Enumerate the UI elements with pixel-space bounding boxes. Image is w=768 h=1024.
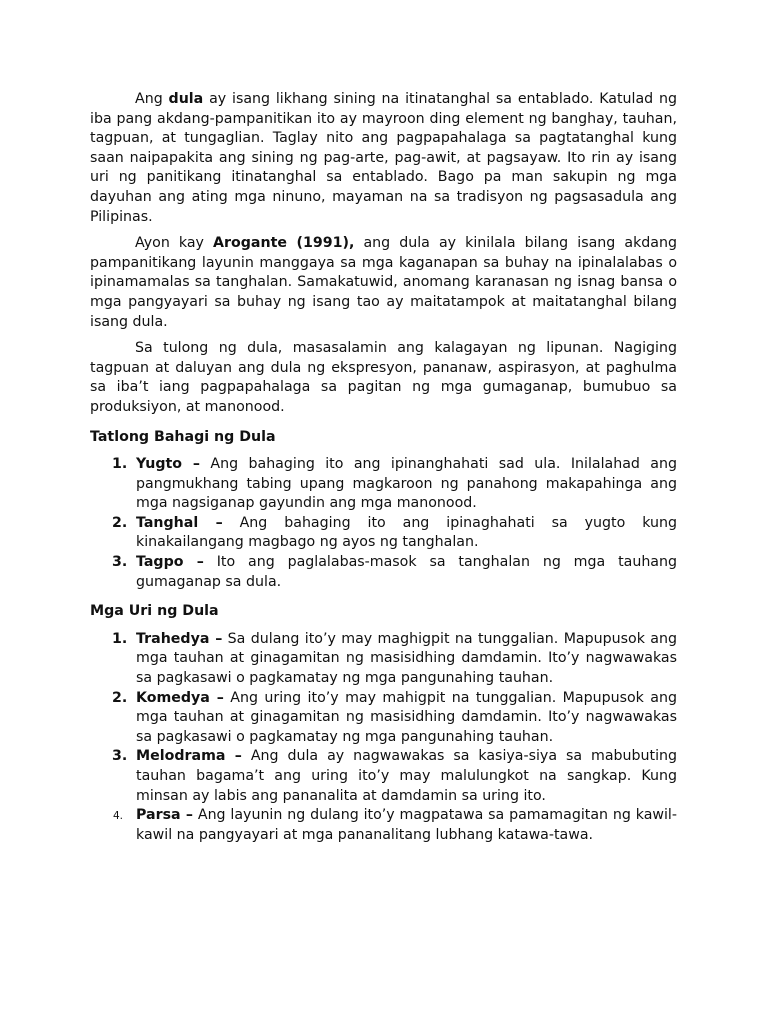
para-text: ay isang likhang sining na itinatanghal sa entablado. Katulad ng iba pang akdang-pampanitikan ito ay mayroon ding element ng banghay, tauhan, tagpuan, at tungaglian. Taglay nito ang pagpapahalaga sa pagtatanghal kung saan naipapakita ang sining ng pag-arte, pag-awit, at pagsayaw. Ito rin ay isang uri ng panitikang itinatanghal sa entablado. Bago pa man sakupin ng mga dayuhan ang ating mga ninuno, mayaman na sa tradisyon ng pagsasadula ang Pilipinas. [90, 91, 677, 225]
para-bold-term: Arogante (1991), [213, 235, 355, 252]
document-page [90, 90, 677, 854]
list-term: Parsa – [136, 807, 193, 824]
types-list [90, 630, 677, 846]
list-item [90, 514, 677, 553]
list-term: Yugto – [136, 456, 200, 473]
list-number: 3. [112, 554, 128, 571]
society-paragraph [90, 339, 677, 417]
list-number: 1. [112, 456, 128, 473]
list-item [90, 806, 677, 845]
section-heading-parts: Tatlong Bahagi ng Dula [90, 428, 276, 445]
list-text: Ang layunin ng dulang ito’y magpatawa sa pamamagitan ng kawil-kawil na pangyayari at mga pananalitang lubhang katawa-tawa. [136, 807, 677, 843]
list-text: Ang bahaging ito ang ipinanghahati sad ula. Inilalahad ang pangmukhang tabing upang magkaroon ng panahong makapahinga ang mga nagsiganap gayundin ang mga manonood. [136, 456, 678, 512]
parts-list [90, 455, 677, 592]
para-text: ang dula ay kinilala bilang isang akdang pampanitikang layunin manggaya sa mga kaganapan sa buhay na ipinalalabas o ipinamamalas sa tanghalan. Samakatuwid, anomang karanasan ng isnag bansa o mga pangyayari sa buhay ng isang tao ay maitatampok at maitatanghal bilang isang dula. [90, 235, 677, 330]
list-item [90, 747, 677, 806]
para-bold-term: dula [168, 91, 204, 107]
list-number: 1. [112, 630, 128, 647]
list-term: Trahedya – [136, 630, 223, 647]
list-text: Ang uring ito’y may mahigpit na tunggalian. Mapupusok ang mga tauhan at ginagamitan ng masisidhing damdamin. Ito’y nagwawakas sa pagkasawi o pagkamatay ng mga pangunahing tauhan. [136, 689, 677, 745]
list-item [90, 689, 677, 748]
list-item [90, 630, 677, 689]
list-item [90, 553, 677, 592]
para-text: Ang [135, 91, 169, 107]
list-term: Melodrama – [136, 748, 242, 765]
list-number: 4. [113, 810, 124, 823]
definition-paragraph [90, 234, 677, 332]
para-text: Sa tulong ng dula, masasalamin ang kalagayan ng lipunan. Nagiging tagpuan at daluyan ang dula ng ekspresyon, pananaw, aspirasyon, at paghulma sa iba’t iang pagpapahalaga sa pagitan ng mga gumaganap, bumubuo sa produksiyon, at manonood. [90, 340, 677, 415]
list-number: 2. [112, 689, 128, 706]
list-term: Tagpo – [136, 554, 204, 571]
list-number: 2. [112, 514, 128, 531]
list-number: 3. [112, 748, 128, 765]
list-item [90, 455, 677, 514]
para-text: Ayon kay [135, 235, 214, 252]
list-term: Tanghal – [136, 514, 223, 531]
intro-paragraph [90, 90, 677, 227]
list-text: Ito ang paglalabas-masok sa tanghalan ng mga tauhang gumaganap sa dula. [136, 554, 677, 590]
list-term: Komedya – [136, 689, 224, 706]
list-text: Ang bahaging ito ang ipinaghahati sa yugto kung kinakailangang magbago ng ayos ng tanghalan. [136, 514, 677, 551]
section-heading-types: Mga Uri ng Dula [90, 603, 219, 620]
list-text: Ang dula ay nagwawakas sa kasiya-siya sa mabubuting tauhan bagama’t ang uring ito’y may malulungkot na sangkap. Kung minsan ay labis ang pananalita at damdamin sa uring ito. [136, 748, 678, 804]
list-text: Sa dulang ito’y may maghigpit na tunggalian. Mapupusok ang mga tauhan at ginagamitan ng masisidhing damdamin. Ito’y nagwawakas sa pagkasawi o pagkamatay ng mga pangunahing tauhan. [136, 630, 677, 687]
